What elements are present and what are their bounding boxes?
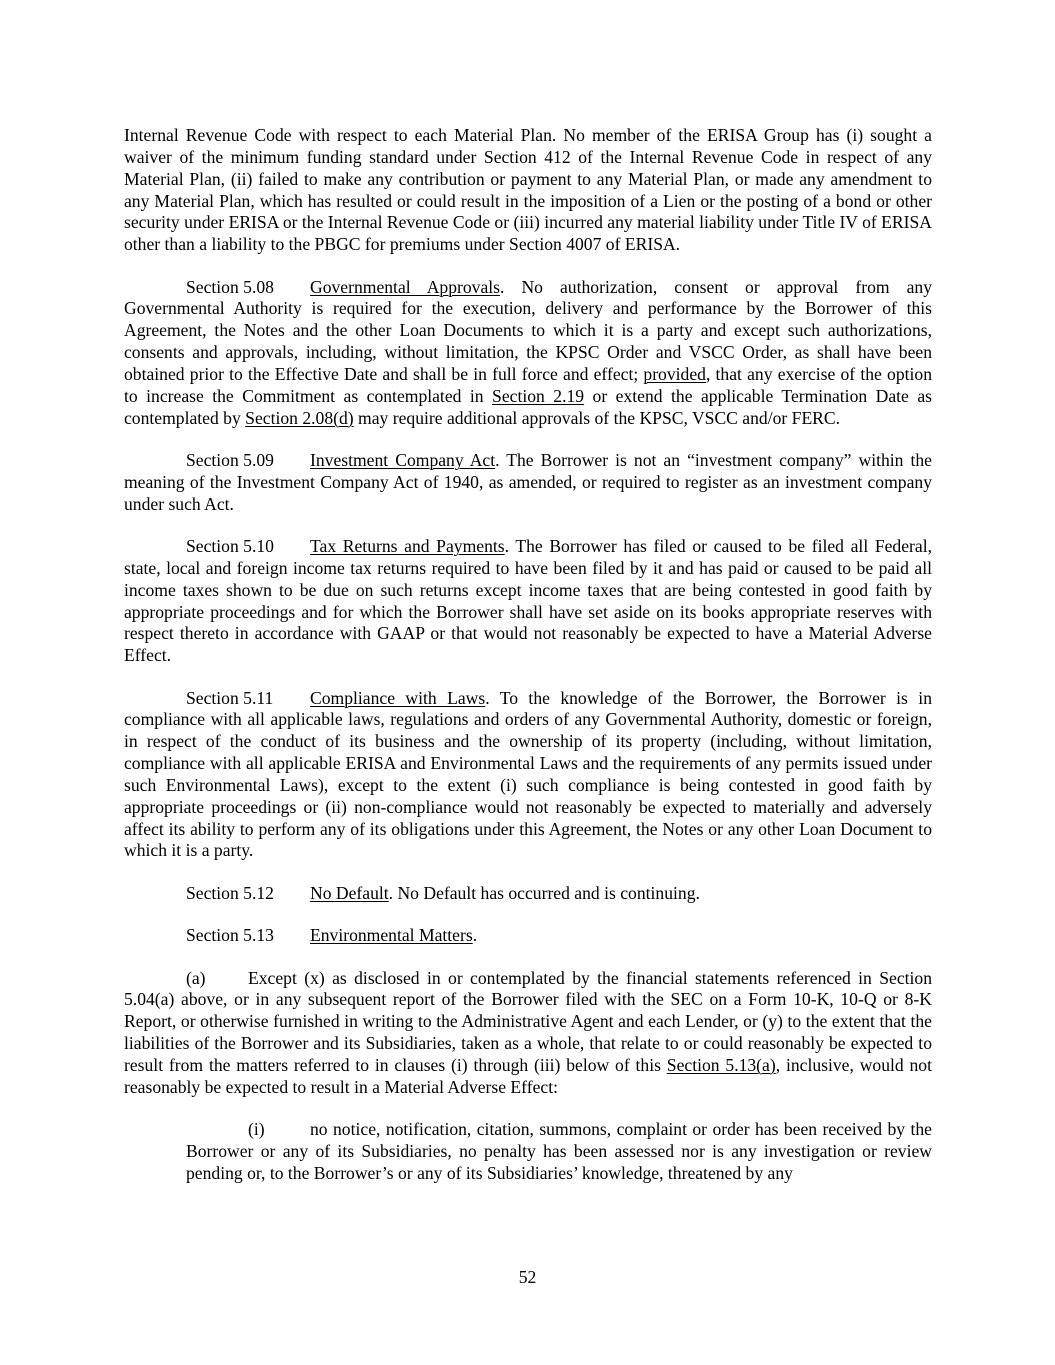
section-number: Section 5.11	[186, 687, 274, 708]
section-text: . No authorization, consent or approval from any Governmental Authority is required for the execution, delivery and performance by the Borrower of this Agreement, the Notes and the other Loan Documents to which it is a party and except such authorizations, consents and approvals, including, without limitation, the KPSC Order and VSCC Order, as shall have been obtained prior to the Effective Date and shall be in full force and effect;	[124, 276, 932, 384]
section-5-13	[124, 925, 932, 947]
section-heading: Tax Returns and Payments	[310, 536, 505, 556]
section-number: Section 5.12	[186, 882, 274, 903]
provided-term: provided	[643, 363, 706, 384]
subsection-5-13-a	[124, 968, 932, 1099]
section-5-08	[124, 277, 932, 430]
subsection-text: Except (x) as disclosed in or contemplated by the financial statements referenced in Section 5.04(a) above, or in any subsequent report of the Borrower filed with the SEC on a Form 10-K, 10-Q or 8-K Report, or otherwise furnished in writing to the Administrative Agent and each Lender, or (y) to the extent that the liabilities of the Borrower and its Subsidiaries, taken as a whole, that relate to or could reasonably be expected to result from the matters referred to in clauses (i) through (iii) below of this	[124, 967, 932, 1075]
section-5-12	[124, 883, 932, 905]
section-text: . The Borrower is not an “investment company” within the meaning of the Investment Company Act of 1940, as amended, or required to register as an investment company under such Act.	[124, 449, 932, 514]
section-number: Section 5.10	[186, 536, 274, 556]
cross-reference: Section 2.08(d)	[245, 407, 354, 428]
section-text: . The Borrower has filed or caused to be filed all Federal, state, local and foreign income tax returns required to have been filed by it and has paid or caused to be paid all income taxes shown to be due on such returns except income taxes that are being contested in good faith by appropriate proceedings and for which the Borrower shall have set aside on its books appropriate reserves with respect thereto in accordance with GAAP or that would not reasonably be expected to have a Material Adverse Effect.	[124, 536, 932, 666]
section-heading: Compliance with Laws	[310, 687, 486, 708]
body-text	[124, 125, 932, 1205]
section-text: or extend the applicable Termination Date as contemplated by	[124, 385, 932, 428]
page-number: 52	[518, 1267, 537, 1287]
cross-reference: Section 5.13(a)	[666, 1054, 776, 1075]
subsection-text: , inclusive, would not reasonably be expected to result in a Material Adverse Effect:	[124, 1054, 932, 1097]
section-text: , that any exercise of the option to increase the Commitment as contemplated in	[124, 363, 932, 406]
subsection-label: (a)	[186, 967, 206, 988]
clause-text: no notice, notification, citation, summons, complaint or order has been received by the Borrower or any of its Subsidiaries, no penalty has been assessed nor is any investigation or review pending or, to the Borrower’s or any of its Subsidiaries’ knowledge, threatened by any	[186, 1119, 932, 1183]
cross-reference: Section 2.19	[492, 385, 585, 406]
section-5-11	[124, 688, 932, 863]
section-5-09	[124, 450, 932, 516]
section-number: Section 5.13	[186, 925, 274, 946]
section-5-10	[124, 536, 932, 667]
section-heading: Environmental Matters	[310, 925, 473, 946]
paragraph-erisa-continuation: Internal Revenue Code with respect to each Material Plan. No member of the ERISA Group has (i) sought a waiver of the minimum funding standard under Section 412 of the Internal Revenue Code in respect of any Material Plan, (ii) failed to make any contribution or payment to any Material Plan, or made any amendment to any Material Plan, which has resulted or could result in the imposition of a Lien or the posting of a bond or other security under ERISA or the Internal Revenue Code or (iii) incurred any material liability under Title IV of ERISA other than a liability to the PBGC for premiums under Section 4007 of ERISA.	[124, 125, 932, 255]
section-number: Section 5.08	[186, 276, 274, 297]
section-text: .	[472, 925, 478, 946]
section-heading: Governmental Approvals	[310, 276, 501, 297]
clause-5-13-a-i	[186, 1119, 932, 1185]
section-number: Section 5.09	[186, 449, 274, 470]
section-heading: Investment Company Act	[310, 449, 496, 470]
clause-label: (i)	[248, 1119, 265, 1140]
section-heading: No Default	[310, 882, 389, 903]
section-text: . No Default has occurred and is continuing.	[388, 882, 700, 903]
section-text: may require additional approvals of the KPSC, VSCC and/or FERC.	[353, 407, 841, 428]
section-text: . To the knowledge of the Borrower, the Borrower is in compliance with all applicable laws, regulations and orders of any Governmental Authority, domestic or foreign, in respect of the conduct of its business and the ownership of its property (including, without limitation, compliance with all applicable ERISA and Environmental Laws and the requirements of any permits issued under such Environmental Laws), except to the extent (i) such compliance is being contested in good faith by appropriate proceedings or (ii) non-compliance would not reasonably be expected to materially and adversely affect its ability to perform any of its obligations under this Agreement, the Notes or any other Loan Document to which it is a party.	[124, 687, 932, 861]
